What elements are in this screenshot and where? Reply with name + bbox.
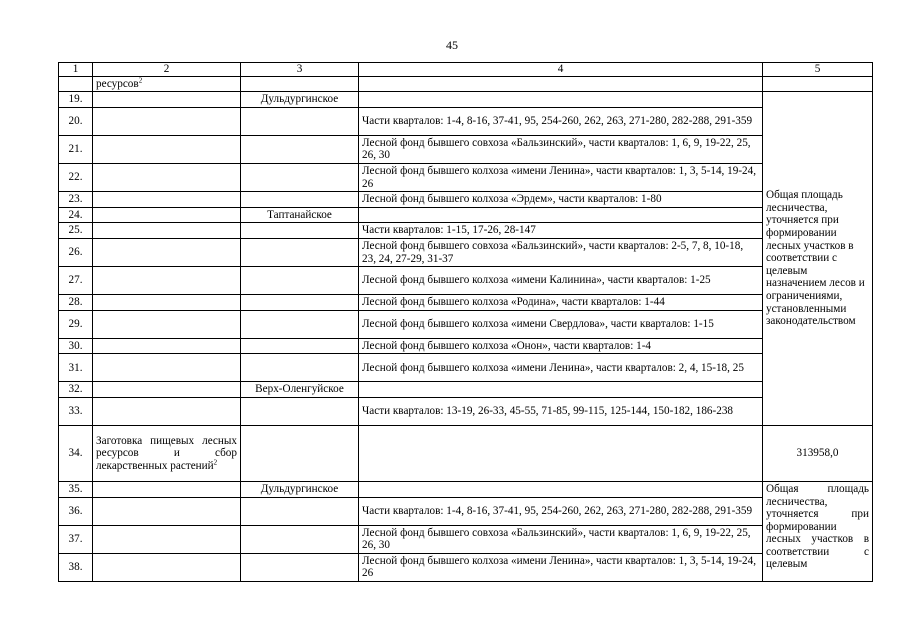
quarters-cell: Части кварталов: 1-4, 8-16, 37-41, 95, 254-260, 262, 263, 271-280, 282-288, 291-359 — [359, 497, 763, 525]
table-row — [59, 223, 873, 239]
header-row — [59, 63, 873, 77]
table-row — [59, 92, 873, 108]
page-number: 45 — [446, 38, 458, 52]
quarters-cell: Лесной фонд бывшего колхоза «имени Свердлова», части кварталов: 1-15 — [359, 310, 763, 338]
quarters-cell — [359, 481, 763, 497]
row-number: 29. — [59, 310, 93, 338]
forestry-name — [241, 267, 359, 295]
forestry-name: Дульдургинское — [241, 481, 359, 497]
table-row — [59, 525, 873, 553]
forestry-name — [241, 310, 359, 338]
forestry-name — [241, 295, 359, 311]
quarters-cell: Лесной фонд бывшего совхоза «Бальзинский», части кварталов: 1, 6, 9, 19-22, 25, 26, 30 — [359, 135, 763, 163]
forestry-name — [241, 223, 359, 239]
forestry-name: Верх-Оленгуйское — [241, 382, 359, 398]
forestry-name: Таптанайское — [241, 207, 359, 223]
usage-cell — [93, 425, 241, 481]
usage-text: ресурсов — [96, 77, 139, 90]
forestry-name — [241, 354, 359, 382]
table-row — [59, 338, 873, 354]
row-number: 23. — [59, 192, 93, 208]
row-number: 35. — [59, 481, 93, 497]
row-number: 27. — [59, 267, 93, 295]
quarters-cell: Части кварталов: 13-19, 26-33, 45-55, 71-85, 99-115, 125-144, 150-182, 186-238 — [359, 397, 763, 425]
forestry-name: Дульдургинское — [241, 92, 359, 108]
quarters-cell: Лесной фонд бывшего колхоза «имени Ленина», части кварталов: 1, 3, 5-14, 19-24, 26 — [359, 163, 763, 191]
table-row — [59, 382, 873, 398]
table-row — [59, 295, 873, 311]
forestry-name — [241, 525, 359, 553]
row-number: 30. — [59, 338, 93, 354]
table-row — [59, 425, 873, 481]
row-number: 33. — [59, 397, 93, 425]
quarters-cell: Лесной фонд бывшего колхоза «Онон», части кварталов: 1-4 — [359, 338, 763, 354]
quarters-cell: Части кварталов: 1-4, 8-16, 37-41, 95, 254-260, 262, 263, 271-280, 282-288, 291-359 — [359, 107, 763, 135]
row-number: 25. — [59, 223, 93, 239]
forestry-name — [241, 163, 359, 191]
quarters-cell: Лесной фонд бывшего колхоза «Родина», части кварталов: 1-44 — [359, 295, 763, 311]
header-cell: 4 — [359, 63, 763, 77]
table-row — [59, 497, 873, 525]
row-number: 36. — [59, 497, 93, 525]
area-remark: Общая площадь лесничества, уточняется при формировании лесных участков в соответствии с целевым — [763, 481, 873, 581]
table-row — [59, 107, 873, 135]
row-number: 38. — [59, 553, 93, 581]
row-number: 20. — [59, 107, 93, 135]
quarters-cell: Лесной фонд бывшего колхоза «имени Ленина», части кварталов: 2, 4, 15-18, 25 — [359, 354, 763, 382]
table-row — [59, 238, 873, 266]
table-row — [59, 310, 873, 338]
row-number: 28. — [59, 295, 93, 311]
quarters-cell: Части кварталов: 1-15, 17-26, 28-147 — [359, 223, 763, 239]
forestry-name — [241, 338, 359, 354]
header-cell: 1 — [59, 63, 93, 77]
forestry-table — [58, 62, 873, 582]
row-number: 19. — [59, 92, 93, 108]
table-row — [59, 207, 873, 223]
quarters-cell — [359, 92, 763, 108]
row-number: 24. — [59, 207, 93, 223]
footnote-mark: 2 — [138, 75, 143, 84]
row-number: 37. — [59, 525, 93, 553]
row-number: 31. — [59, 354, 93, 382]
forestry-name — [241, 397, 359, 425]
quarters-cell — [359, 382, 763, 398]
header-cell: 5 — [763, 63, 873, 77]
row-number: 21. — [59, 135, 93, 163]
forestry-name — [241, 135, 359, 163]
quarters-cell: Лесной фонд бывшего колхоза «Эрдем», части кварталов: 1-80 — [359, 192, 763, 208]
row-number: 26. — [59, 238, 93, 266]
row-number: 22. — [59, 163, 93, 191]
quarters-cell: Лесной фонд бывшего совхоза «Бальзинский», части кварталов: 1, 6, 9, 19-22, 25, 26, 30 — [359, 525, 763, 553]
usage-cell — [93, 76, 241, 92]
table-row — [59, 76, 873, 92]
table-row — [59, 481, 873, 497]
forestry-name — [241, 497, 359, 525]
row-number: 34. — [59, 425, 93, 481]
header-cell: 3 — [241, 63, 359, 77]
table-row — [59, 354, 873, 382]
quarters-cell: Лесной фонд бывшего совхоза «Бальзинский», части кварталов: 2-5, 7, 8, 10-18, 23, 24, 27-29, 31-37 — [359, 238, 763, 266]
footnote-mark: 2 — [213, 457, 218, 466]
table-row — [59, 267, 873, 295]
forestry-name — [241, 553, 359, 581]
table-row — [59, 397, 873, 425]
forestry-name — [241, 238, 359, 266]
quarters-cell — [359, 207, 763, 223]
forestry-name — [241, 107, 359, 135]
usage-text: Заготовка пищевых лесных ресурсов и сбор лекарственных растений — [96, 434, 237, 472]
quarters-cell: Лесной фонд бывшего колхоза «имени Ленина», части кварталов: 1, 3, 5-14, 19-24, 26 — [359, 553, 763, 581]
table-row — [59, 553, 873, 581]
area-remark: Общая площадь лесничества, уточняется при формировании лесных участков в соответствии с целевым назначением лесов и ограничениями, установленными законодательством — [763, 92, 873, 426]
forestry-name — [241, 192, 359, 208]
quarters-cell: Лесной фонд бывшего колхоза «имени Калинина», части кварталов: 1-25 — [359, 267, 763, 295]
row-number: 32. — [59, 382, 93, 398]
area-value: 313958,0 — [763, 425, 873, 481]
table-row — [59, 163, 873, 191]
table-row — [59, 135, 873, 163]
header-cell: 2 — [93, 63, 241, 77]
table-row — [59, 192, 873, 208]
